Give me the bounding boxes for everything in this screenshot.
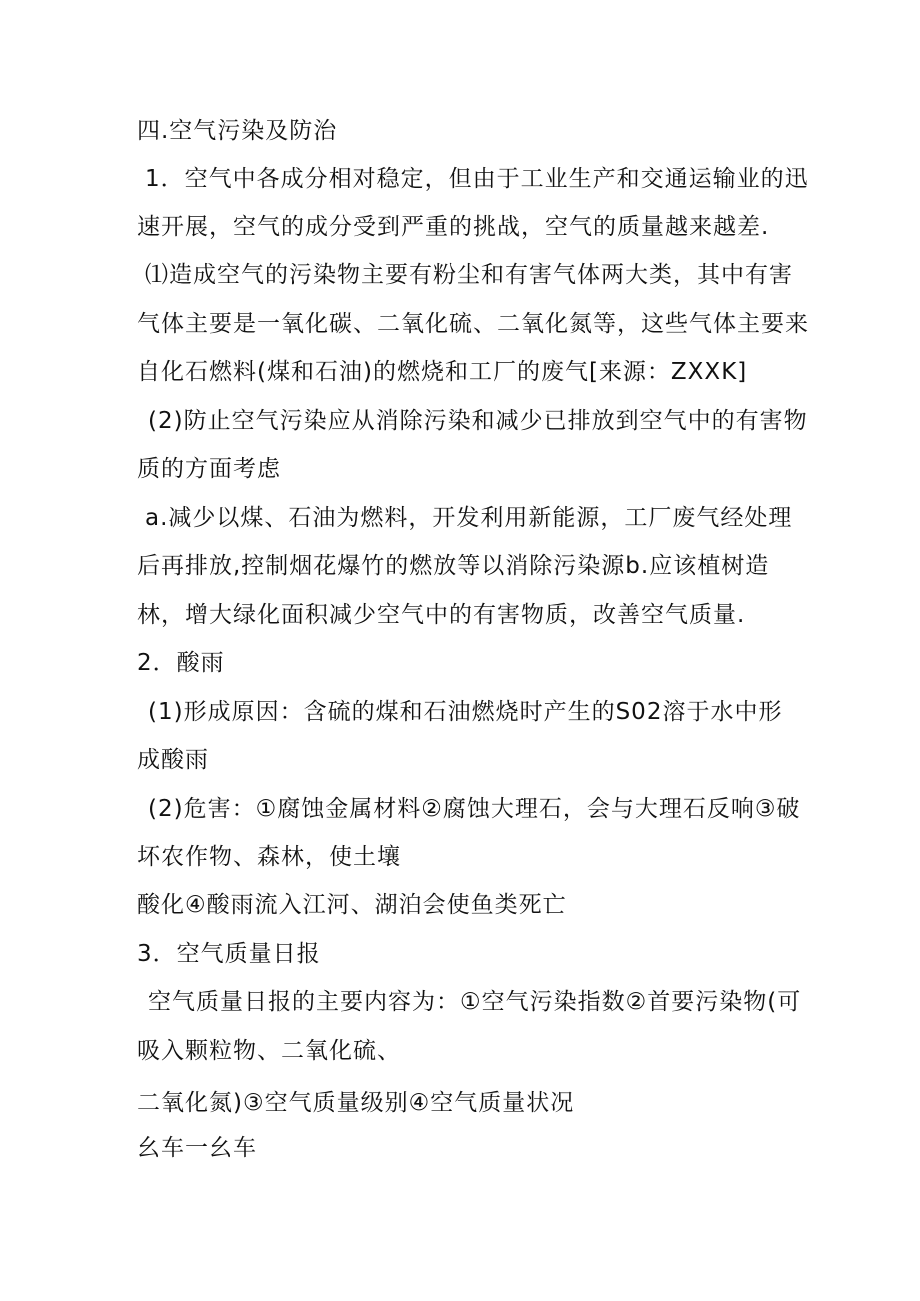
section-heading: 2．酸雨 — [137, 650, 225, 676]
paragraph-line: 吸入颗粒物、二氧化硫、 — [137, 1038, 401, 1064]
paragraph-line: 自化石燃料(煤和石油)的燃烧和工厂的废气[来源：ZXXK] — [137, 359, 748, 385]
paragraph-line: 酸化④酸雨流入江河、湖泊会使鱼类死亡 — [137, 892, 567, 918]
paragraph-line: a.减少以煤、石油为燃料，开发利用新能源，工厂废气经处理 — [145, 505, 793, 531]
paragraph-line: 二氧化氮)③空气质量级别④空气质量状况 — [137, 1090, 575, 1116]
paragraph-line: 后再排放,控制烟花爆竹的燃放等以消除污染源b.应该植树造 — [137, 553, 770, 579]
paragraph-line: (2)危害：①腐蚀金属材料②腐蚀大理石，会与大理石反响③破 — [148, 796, 801, 822]
paragraph-line: 林，增大绿化面积减少空气中的有害物质，改善空气质量. — [137, 602, 746, 628]
paragraph-line: (2)防止空气污染应从消除污染和减少已排放到空气中的有害物 — [148, 408, 808, 434]
section-heading: 3．空气质量日报 — [137, 941, 321, 967]
paragraph-line: 1．空气中各成分相对稳定，但由于工业生产和交通运输业的迅 — [145, 166, 809, 192]
paragraph-line: 气体主要是一氧化碳、二氧化硫、二氧化氮等，这些气体主要来 — [137, 311, 809, 337]
paragraph-line: ⑴造成空气的污染物主要有粉尘和有害气体两大类，其中有害 — [145, 262, 793, 288]
paragraph-line: 坏农作物、森林，使土壤 — [137, 844, 401, 870]
section-heading: 四.空气污染及防治 — [137, 118, 338, 144]
paragraph-line: 幺车一幺车 — [137, 1135, 257, 1161]
paragraph-line: 速开展，空气的成分受到严重的挑战，空气的质量越来越差. — [137, 214, 770, 240]
paragraph-line: (1)形成原因：含硫的煤和石油燃烧时产生的S02溶于水中形 — [148, 699, 783, 725]
paragraph-line: 空气质量日报的主要内容为：①空气污染指数②首要污染物(可 — [148, 989, 802, 1015]
paragraph-line: 成酸雨 — [137, 747, 209, 773]
paragraph-line: 质的方面考虑 — [137, 456, 281, 482]
